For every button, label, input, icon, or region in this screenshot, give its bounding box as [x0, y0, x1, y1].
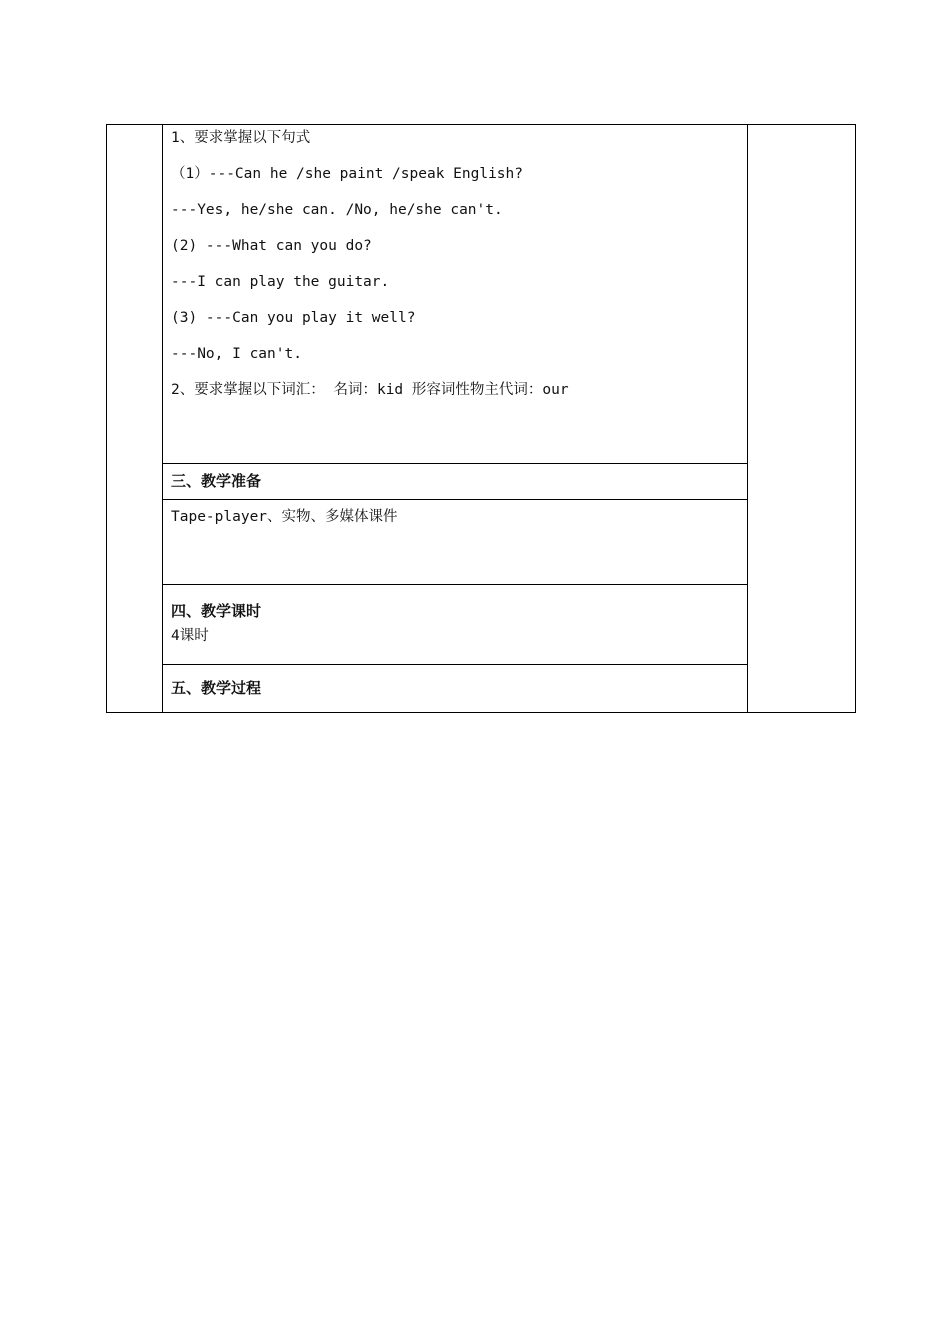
preparation-content: Tape-player、实物、多媒体课件 [171, 509, 398, 525]
objective-item2-vocabulary: 2、要求掌握以下词汇： 名词：kid 形容词性物主代词：our [171, 382, 569, 398]
preparation-heading: 三、教学准备 [171, 472, 262, 490]
row-divider [162, 584, 748, 585]
row-divider [162, 664, 748, 665]
periods-content: 4课时 [171, 628, 209, 644]
periods-heading: 四、教学课时 [171, 602, 262, 620]
sentence-3: (2) ---What can you do? [171, 238, 372, 254]
lesson-plan-table [106, 124, 856, 713]
right-column-divider [747, 125, 748, 712]
sentence-6: ---No, I can't. [171, 346, 302, 362]
objective-item1-title: 1、要求掌握以下句式 [171, 130, 311, 146]
left-column-divider [162, 125, 163, 712]
process-heading: 五、教学过程 [171, 679, 262, 697]
row-divider [162, 499, 748, 500]
sentence-2: ---Yes, he/she can. /No, he/she can't. [171, 202, 503, 218]
row-divider [162, 463, 748, 464]
sentence-4: ---I can play the guitar. [171, 274, 390, 290]
sentence-5: (3) ---Can you play it well? [171, 310, 416, 326]
sentence-1: （1）---Can he /she paint /speak English? [171, 166, 524, 182]
